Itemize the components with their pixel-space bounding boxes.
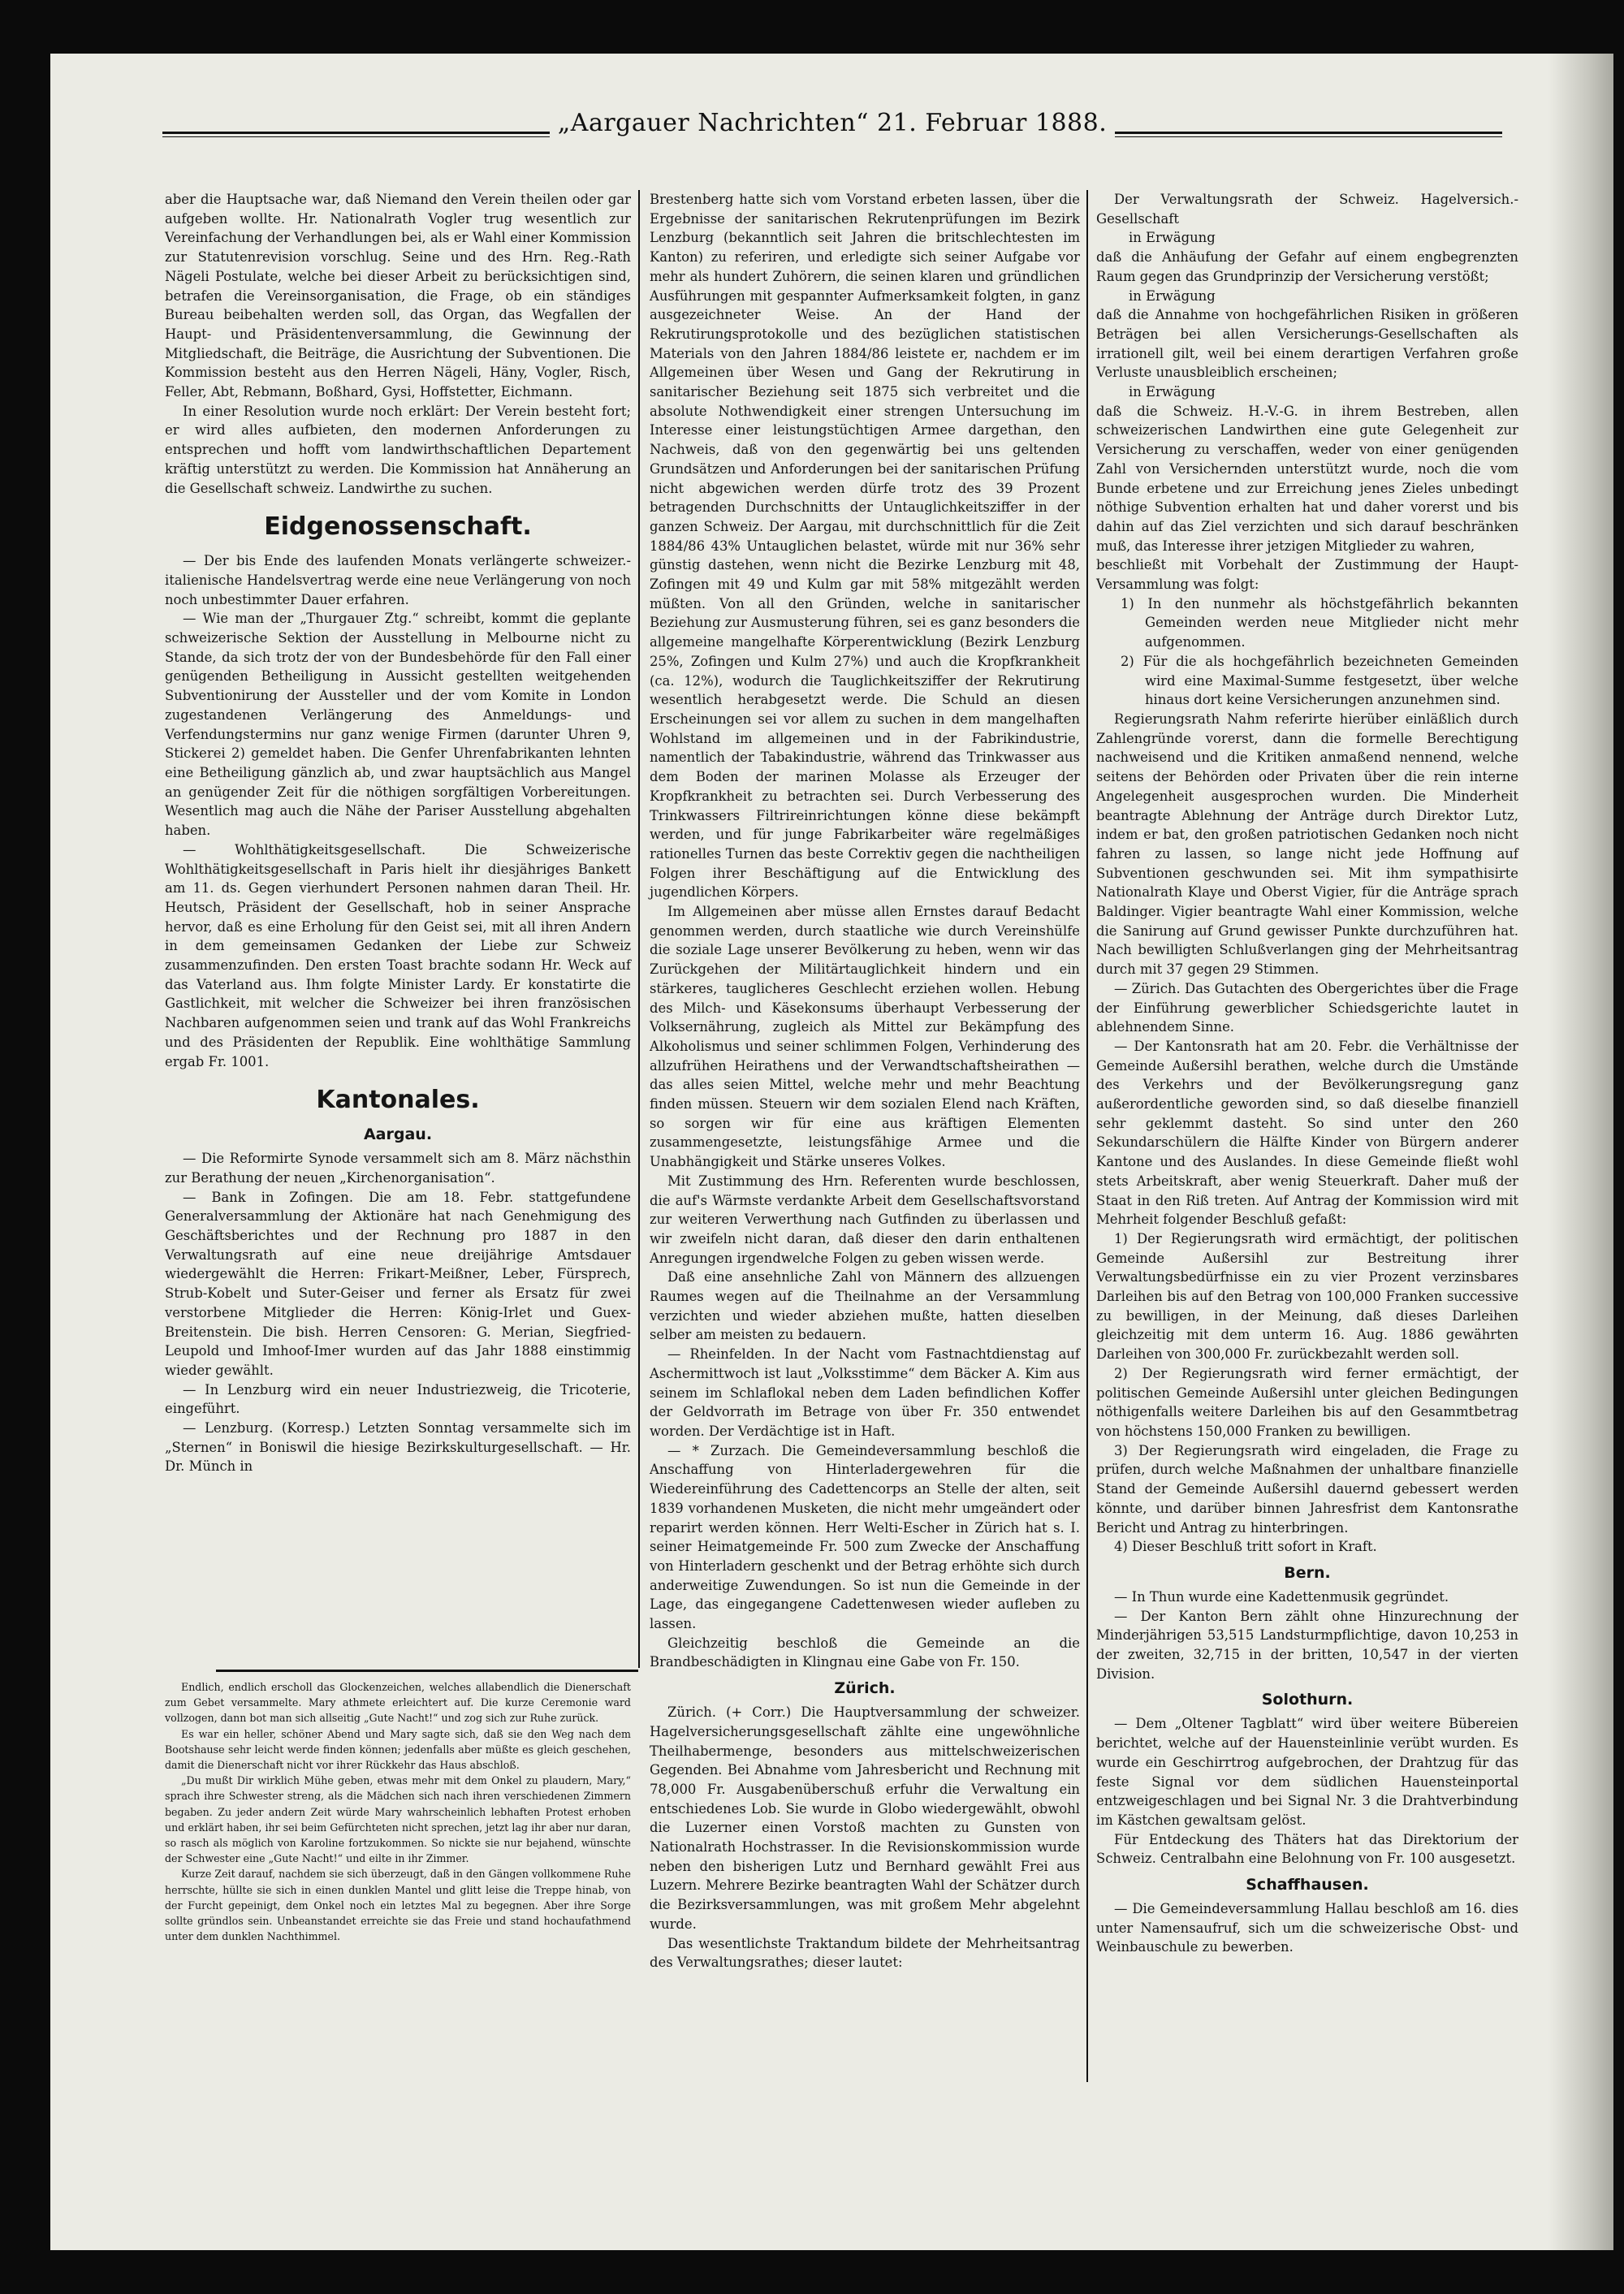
column-3 <box>1096 190 1518 1957</box>
article-paragraph: — Die Gemeindeversammlung Hallau beschloß am 16. dies unter Namensaufruf, sich um die schweizerische Obst- und Weinbauschule zu bewerben. <box>1096 1901 1518 1955</box>
masthead-title: „Aargauer Nachrichten“ 21. Februar 1888. <box>550 109 1115 137</box>
article-paragraph: Für Entdeckung des Thäters hat das Direktorium der Schweiz. Centralbahn eine Belohnung von Fr. 100 ausgesetzt. <box>1096 1831 1518 1867</box>
article-paragraph: — Zürich. Das Gutachten des Obergerichtes über die Frage der Einführung gewerblicher Schiedsgerichte lautet in ablehnendem Sinne. <box>1096 980 1518 1035</box>
masthead <box>162 109 1502 137</box>
article-paragraph: — Dem „Oltener Tagblatt“ wird über weitere Bübereien berichtet, welche auf der Hauensteinlinie verübt wurden. Es wurde ein Geschirrtrog aufgebrochen, der Drahtzug für das feste Signal vor dem südlichen Hauensteinportal entzweigeschlagen und bei Signal Nr. 3 die Drahtverbindung im Kästchen gewaltsam gelöst. <box>1096 1716 1518 1828</box>
subheading-aargau: Aargau. <box>363 1125 433 1144</box>
column-2 <box>650 190 1080 1972</box>
subheading-bern: Bern. <box>1284 1563 1331 1582</box>
section-heading-kantonales: Kantonales. <box>316 1086 480 1115</box>
article-paragraph: Im Allgemeinen aber müsse allen Ernstes darauf Bedacht genommen werden, durch staatliche wie durch Vereinshülfe die soziale Lage unserer Bevölkerung zu heben, wenn wir das Zurückgehen der Militärtauglichkeit hindern und ein stärkeres, tauglicheres Geschlecht erziehen wollen. Hebung des Milch- und Käsekonsums überhaupt Verbesserung der Volksernährung, zugleich als Mittel zur Bekämpfung des Alkoholismus und seiner schlimmen Folgen, Verhinderung des allzufrühen Heirathens und der Verwandtschaftsheirathen — das alles seien Mittel, welche mehr und mehr Beachtung finden müssen. Steuern wir dem sozialen Elend nach Kräften, so sorgen wir für eine aus kräftigen Elementen zusammengesetzte, leistungsfähige Armee und die Unabhängigkeit und Stärke unseres Volkes. <box>650 904 1080 1170</box>
feuilleton <box>165 1679 631 1944</box>
article-paragraph: Mit Zustimmung des Hrn. Referenten wurde beschlossen, die auf's Wärmste verdankte Arbeit dem Gesellschaftsvorstand zur weiteren Verwerthung nach Gutfinden zu überlassen und wir zweifeln nicht daran, daß dieser den darin enthaltenen Anregungen irgendwelche Folgen zu geben wissen werde. <box>650 1173 1080 1266</box>
subheading-zuerich: Zürich. <box>834 1679 896 1698</box>
article-paragraph: — Rheinfelden. In der Nacht vom Fastnachtdienstag auf Aschermittwoch ist laut „Volksstimme“ dem Bäcker A. Kim aus seinem im Schlaflokal neben dem Laden befindlichen Koffer der Geldvorrath im Betrage von über Fr. 350 entwendet worden. Der Verdächtige ist in Haft. <box>650 1346 1080 1439</box>
article-paragraph: Das wesentlichste Traktandum bildete der Mehrheitsantrag des Verwaltungsrathes; dieser lautet: <box>650 1935 1080 1971</box>
section-heading-eidgenossenschaft: Eidgenossenschaft. <box>264 512 532 542</box>
consideration-text: daß die Anhäufung der Gefahr auf einem engbegrenzten Raum gegen das Grundprinzip der Versicherung verstößt; <box>1096 249 1518 284</box>
article-paragraph: — Wohlthätigkeitsgesellschaft. Die Schweizerische Wohlthätigkeitsgesellschaft in Paris hielt ihr diesjähriges Bankett am 11. ds. Gegen vierhundert Personen nahmen daran Theil. Hr. Heutsch, Präsident der Gesellschaft, hob in seiner Ansprache hervor, daß es eine Erholung für den Geist sei, mit all ihren Andern in dem gemeinsamen Gedanken der Liebe zur Schweiz zusammenzufinden. Den ersten Toast brachte sodann Hr. Weck auf das Vaterland aus. Ihm folgte Minister Lardy. Er konstatirte die Gastlichkeit, mit welcher die Schweizer bei ihren französischen Nachbaren aufgenommen seien und trank auf das Wohl Frankreichs und des Präsidenten der Republik. Eine wohlthätige Sammlung ergab Fr. 1001. <box>165 841 631 1069</box>
article-paragraph: — Der Kanton Bern zählt ohne Hinzurechnung der Minderjährigen 53,515 Landsturmpflichtige, davon 10,253 in der zweiten, 32,715 in der britten, 10,547 in der vierten Division. <box>1096 1608 1518 1682</box>
numbered-item: 4) Dieser Beschluß tritt sofort in Kraft. <box>1114 1539 1377 1555</box>
article-paragraph: — In Thun wurde eine Kadettenmusik gegründet. <box>1114 1588 1449 1605</box>
feuilleton-paragraph: Es war ein heller, schöner Abend und Mary sagte sich, daß sie den Weg nach dem Bootshause sehr leicht werde finden können; jedenfalls aber müßte es gleich geschehen, damit die Dienerschaft nicht vor ihrer Rückkehr das Haus abschloß. <box>165 1727 631 1772</box>
article-paragraph: — * Zurzach. Die Gemeindeversammlung beschloß die Anschaffung von Hinterladergewehren für die Wiedereinführung des Cadettencorps an Stelle der alten, seit 1839 vorhandenen Musketen, die nicht mehr umgeändert oder reparirt werden können. Herr Welti-Escher in Zürich hat s. I. seiner Heimatgemeinde Fr. 500 zum Zwecke der Anschaffung von Hinterladern geschenkt und der Betrag erhöhte sich durch anderweitige Zuwendungen. So ist nun die Gemeinde in der Lage, das eingegangene Cadettenwesen wieder aufleben zu lassen. <box>650 1442 1080 1632</box>
numbered-item: 2) Der Regierungsrath wird ferner ermächtigt, der politischen Gemeinde Außersihl unter gleichen Bedingungen nöthigenfalls weitere Darleihen bis auf den Gesammtbetrag von höchstens 150,000 Franken zu bewilligen. <box>1096 1365 1518 1439</box>
numbered-item: 3) Der Regierungsrath wird eingeladen, die Frage zu prüfen, durch welche Maßnahmen der unhaltbare finanzielle Stand der Gemeinde Außersihl dauernd gebessert werden könnte, und darüber binnen Jahresfrist dem Kantonsrathe Bericht und Antrag zu hinterbringen. <box>1096 1442 1518 1536</box>
article-paragraph: Gleichzeitig beschloß die Gemeinde an die Brandbeschädigten in Klingnau eine Gabe von Fr. 150. <box>650 1635 1080 1670</box>
column-divider-2 <box>1086 190 1088 2082</box>
article-paragraph: Brestenberg hatte sich vom Vorstand erbeten lassen, über die Ergebnisse der sanitarischen Rekrutenprüfungen im Bezirk Lenzburg (bekanntlich seit Jahren die britschlechtesten im Kanton) zu referiren, und erledigte sich seiner Aufgabe vor mehr als hundert Zuhörern, die seinen klaren und gründlichen Ausführungen mit gespannter Aufmerksamkeit folgten, in ganz ausgezeichneter Weise. An der Hand der Rekrutirungsprotokolle und des bezüglichen statistischen Materials von den Jahren 1884/86 leistete er, nachdem er im Allgemeinen über Wesen und Gang der Rekrutirung in sanitarischer Beziehung seit 1875 sich verbreitet und die absolute Nothwendigkeit einer strengen Untersuchung im Interesse einer leistungstüchtigen Armee dargethan, den Nachweis, daß von den gegenwärtig bei uns geltenden Grundsätzen und Anforderungen bei der sanitarischen Prüfung nicht abgewichen werden dürfe trotz des 39 Prozent betragenden Durchschnitts der Untauglichkeitsziffer in der ganzen Schweiz. Der Aargau, mit durchschnittlich für die Zeit 1884/86 43% Untauglichen belastet, würde mit nur 36% sehr günstig dastehen, wenn nicht die Bezirke Lenzburg mit 48, Zofingen mit 49 und Kulm gar mit 58% mitgezählt werden müßten. Von all den Gründen, welche in sanitarischer Beziehung zur Ausmusterung führen, sei es ganz besonders die allgemeine mangelhafte Körperentwicklung (Bezirk Lenzburg 25%, Zofingen und Kulm 27%) und auch die Kropfkrankheit (ca. 12%), wodurch die Tauglichkeitsziffer der Rekrutirung wesentlich herabgesetzt werde. Die Schuld an diesen Erscheinungen sei vor allem zu suchen in dem mangelhaften Wohlstand im allgemeinen und in der Fabrikindustrie, namentlich der Tabakindustrie, während das Trinkwasser aus dem Boden der marinen Molasse als Erzeuger der Kropfkrankheit zu betrachten sei. Durch Verbesserung des Trinkwassers Filtrireinrichtungen könne diese bekämpft werden, und für junge Fabrikarbeiter wäre regelmäßiges rationelles Turnen das beste Correktiv gegen die nachtheiligen Folgen ihrer Beschäftigung auf die Entwicklung des jugendlichen Körpers. <box>650 192 1080 901</box>
article-paragraph: — Der Kantonsrath hat am 20. Febr. die Verhältnisse der Gemeinde Außersihl berathen, welche durch die Umstände des Verkehrs und der Bevölkerungsregung ganz außerordentliche geworden sind, so daß dieselbe finanziell sehr geklemmt dasteht. So sind unter den 260 Sekundarschülern die Hälfte Kinder von Bürgern anderer Kantone und des Auslandes. In diese Gemeinde fließt wohl stets Arbeitskraft, aber wenig Steuerkraft. Daher muß der Staat in den Riß treten. Auf Antrag der Kommission wird mit Mehrheit folgender Beschluß gefaßt: <box>1096 1038 1518 1228</box>
feuilleton-rule <box>216 1670 638 1672</box>
consideration-label: in Erwägung <box>1129 384 1216 400</box>
article-paragraph: — Wie man der „Thurgauer Ztg.“ schreibt, kommt die geplante schweizerische Sektion der Ausstellung in Melbourne nicht zu Stande, da sich trotz der von der Bundesbehörde für den Fall einer genügenden Betheiligung in Aussicht gestellten weitgehenden Subventionirung der Aussteller und der vom Komite in London zugestandenen Verlängerung des Anmeldungs- und Verfendungstermins nur ganz wenige Firmen (darunter Uhren 9, Stickerei 2) gemeldet haben. Die Genfer Uhrenfabrikanten lehnten eine Betheiligung gänzlich ab, und zwar hauptsächlich aus Mangel an genügender Zeit für die nöthigen sorgfältigen Vorbereitungen. Wesentlich mag auch die Nähe der Pariser Ausstellung abgehalten haben. <box>165 611 631 839</box>
consideration-label: in Erwägung <box>1129 230 1216 246</box>
masthead-title-wrap <box>162 109 1502 137</box>
article-paragraph: — Der bis Ende des laufenden Monats verlängerte schweizer.-italienische Handelsvertrag werde eine neue Verlängerung von noch noch unbestimmter Dauer erfahren. <box>165 553 631 607</box>
consideration-label: in Erwägung <box>1129 287 1216 304</box>
article-paragraph: — Bank in Zofingen. Die am 18. Febr. stattgefundene Generalversammlung der Aktionäre hat nach Genehmigung des Geschäftsberichtes und der Rechnung pro 1887 in den Verwaltungsrath auf eine neue dreijährige Amtsdauer wiedergewählt die Herren: Frikart-Meißner, Leber, Fürsprech, Strub-Kobelt und Suter-Geiser und ferner als Ersatz für zwei verstorbene Mitglieder die Herren: König-Irlet und Guex-Breitenstein. Die bish. Herren Censoren: G. Merian, Siegfried-Leupold und Imhoof-Imer wurden auf das Jahr 1888 einstimmig wieder gewählt. <box>165 1189 631 1378</box>
article-paragraph: Zürich. (+ Corr.) Die Hauptversammlung der schweizer. Hagelversicherungsgesellschaft zählte eine ungewöhnliche Theilhabermenge, besonders aus mittelschweizerischen Gegenden. Bei Abnahme vom Jahresbericht und Rechnung mit 78,000 Fr. Ausgabenüberschuß erfuhr die Verwaltung ein entschiedenes Lob. Sie wurde in Globo wiedergewählt, obwohl die Luzerner einen Vorstoß machten zu Gunsten von Nationalrath Hochstrasser. In die Revisionskommission wurde neben den bisherigen Lutz und Bernhard gewählt Frei aus Luzern. Mehrere Bezirke beantragten Wahl der Schätzer durch die Bezirksversammlungen, was mit großem Mehr abgelehnt wurde. <box>650 1704 1080 1932</box>
subheading-solothurn: Solothurn. <box>1261 1691 1354 1709</box>
page-edge-shadow <box>1548 54 1613 2250</box>
article-paragraph: Daß eine ansehnliche Zahl von Männern des allzuengen Raumes wegen auf die Theilnahme an der Versammlung verzichten und wieder abziehen mußte, hatten dieselben selber am meisten zu bedauern. <box>650 1269 1080 1343</box>
numbered-item: 1) In den nunmehr als höchstgefährlich bekannten Gemeinden werden neue Mitglieder nicht mehr aufgenommen. <box>1121 595 1518 650</box>
subheading-schaffhausen: Schaffhausen. <box>1246 1876 1369 1894</box>
article-paragraph: — In Lenzburg wird ein neuer Industriezweig, die Tricoterie, eingeführt. <box>165 1381 631 1417</box>
column-1 <box>165 190 631 1476</box>
article-paragraph: Regierungsrath Nahm referirte hierüber einläßlich durch Zahlengründe vorerst, dann die formelle Berechtigung nachweisend und die Kritiken anmaßend nennend, welche seitens der Behörden oder Privaten über die rein interne Angelegenheit ausgesprochen wurden. Die Minderheit beantragte Ablehnung der Anträge durch Direktor Lutz, indem er bat, den großen patriotischen Gedanken noch nicht fahren zu lassen, so lange nicht jede Hoffnung auf Subventionen geschwunden sei. Mit ihm sympathisirte Nationalrath Klaye und Oberst Vigier, für die Anträge sprach Baldinger. Vigier beantragte Wahl einer Kommission, welche die Sanirung auf Grund gewisser Punkte durchzuführen hat. Nach bewilligten Schlußverlangen ging der Mehrheitsantrag durch mit 37 gegen 29 Stimmen. <box>1096 711 1518 978</box>
feuilleton-paragraph: „Du mußt Dir wirklich Mühe geben, etwas mehr mit dem Onkel zu plaudern, Mary,“ sprach ihre Schwester streng, als die Mädchen sich nach ihren verschiedenen Zimmern begaben. Zu jeder andern Zeit würde Mary wahrscheinlich lebhaften Protest erhoben und erklärt haben, ihr sei beim Gefürchteten nicht sprechen, jetzt lag ihr aber nur daran, so rasch als möglich von Karoline fortzukommen. So nickte sie nur bejahend, wünschte der Schwester eine „Gute Nacht!“ und eilte in ihr Zimmer. <box>165 1774 631 1865</box>
article-paragraph: Der Verwaltungsrath der Schweiz. Hagelversich.-Gesellschaft <box>1096 192 1518 227</box>
numbered-item: 1) Der Regierungsrath wird ermächtigt, der politischen Gemeinde Außersihl zur Bestreitung ihrer Verwaltungsbedürfnisse ein zu vier Prozent verzinsbares Darleihen bis auf den Betrag von 100,000 Franken successive zu bewilligen, in der Meinung, daß dieses Darleihen gleichzeitig mit dem unterm 16. Aug. 1886 gewährten Darleihen von 300,000 Fr. zurückbezahlt werden soll. <box>1096 1230 1518 1363</box>
feuilleton-paragraph: Endlich, endlich erscholl das Glockenzeichen, welches allabendlich die Dienerschaft zum Gebet versammelte. Mary athmete erleichtert auf. Die kurze Ceremonie ward vollzogen, dann bot man sich allseitig „Gute Nacht!“ und zog sich zur Ruhe zurück. <box>165 1681 631 1725</box>
consideration-text: daß die Schweiz. H.-V.-G. in ihrem Bestreben, allen schweizerischen Landwirthen eine gute Gelegenheit zur Versicherung zu verschaffen, weder von einer genügenden Zahl von Versichernden unterstützt wurde, noch die vom Bunde erbetene und zur Erreichung jenes Zieles unbedingt nöthige Subvention erhalten hat und daher vorerst und bis dahin auf das Ziel verzichten und sich darauf beschränken muß, das Interesse ihrer jetzigen Mitglieder zu wahren, <box>1096 403 1518 554</box>
article-paragraph: In einer Resolution wurde noch erklärt: Der Verein besteht fort; er wird alles aufbieten, den modernen Anforderungen zu entsprechen und hofft vom landwirthschaftlichen Departement kräftig unterstützt zu werden. Die Kommission hat Annäherung an die Gesellschaft schweiz. Landwirthe zu suchen. <box>165 403 631 496</box>
column-divider-1 <box>638 190 640 1668</box>
article-paragraph: — Lenzburg. (Korresp.) Letzten Sonntag versammelte sich im „Sternen“ in Boniswil die hiesige Bezirkskulturgesellschaft. — Hr. Dr. Münch in <box>165 1420 631 1475</box>
article-paragraph: — Die Reformirte Synode versammelt sich am 8. März nächsthin zur Berathung der neuen „Kirchenorganisation“. <box>165 1151 631 1186</box>
article-paragraph: aber die Hauptsache war, daß Niemand den Verein theilen oder gar aufgeben wollte. Hr. Nationalrath Vogler trug wesentlich zur Vereinfachung der Verhandlungen bei, als er Wahl einer Kommission zur Statutenrevision vorschlug. Seine und des Hrn. Reg.-Rath Nägeli Postulate, welche bei dieser Arbeit zu berücksichtigen sind, betrafen die Vereinsorganisation, die Frage, ob ein ständiges Bureau beibehalten werden soll, das Organ, das Wegfallen der Haupt- und Präsidentenversammlung, die Gewinnung der Mitgliedschaft, die Beiträge, die Ausrichtung der Subventionen. Die Kommission besteht aus den Herren Nägeli, Häny, Vogler, Risch, Feller, Abt, Rebmann, Boßhard, Gysi, Hoffstetter, Eichmann. <box>165 192 631 400</box>
feuilleton-paragraph: Kurze Zeit darauf, nachdem sie sich überzeugt, daß in den Gängen vollkommene Ruhe herrschte, hüllte sie sich in einen dunklen Mantel und glitt leise die Treppe hinab, von der Furcht gepeinigt, dem Onkel noch ein letztes Mal zu begegnen. Aber ihre Sorge sollte gründlos sein. Unbeanstandet erreichte sie das Freie und stand hochaufathmend unter dem dunklen Nachthimmel. <box>165 1868 631 1943</box>
consideration-text: daß die Annahme von hochgefährlichen Risiken in größeren Beträgen bei allen Versicherungs-Gesellschaften als irrationell gilt, weil bei einem derartigen Verfahren große Verluste unausbleiblich erscheinen; <box>1096 307 1518 381</box>
resolution-text: beschließt mit Vorbehalt der Zustimmung der Haupt-Versammlung was folgt: <box>1096 557 1518 593</box>
numbered-item: 2) Für die als hochgefährlich bezeichneten Gemeinden wird eine Maximal-Summe festgesetzt, über welche hinaus dort keine Versicherungen anzunehmen sind. <box>1121 653 1518 708</box>
